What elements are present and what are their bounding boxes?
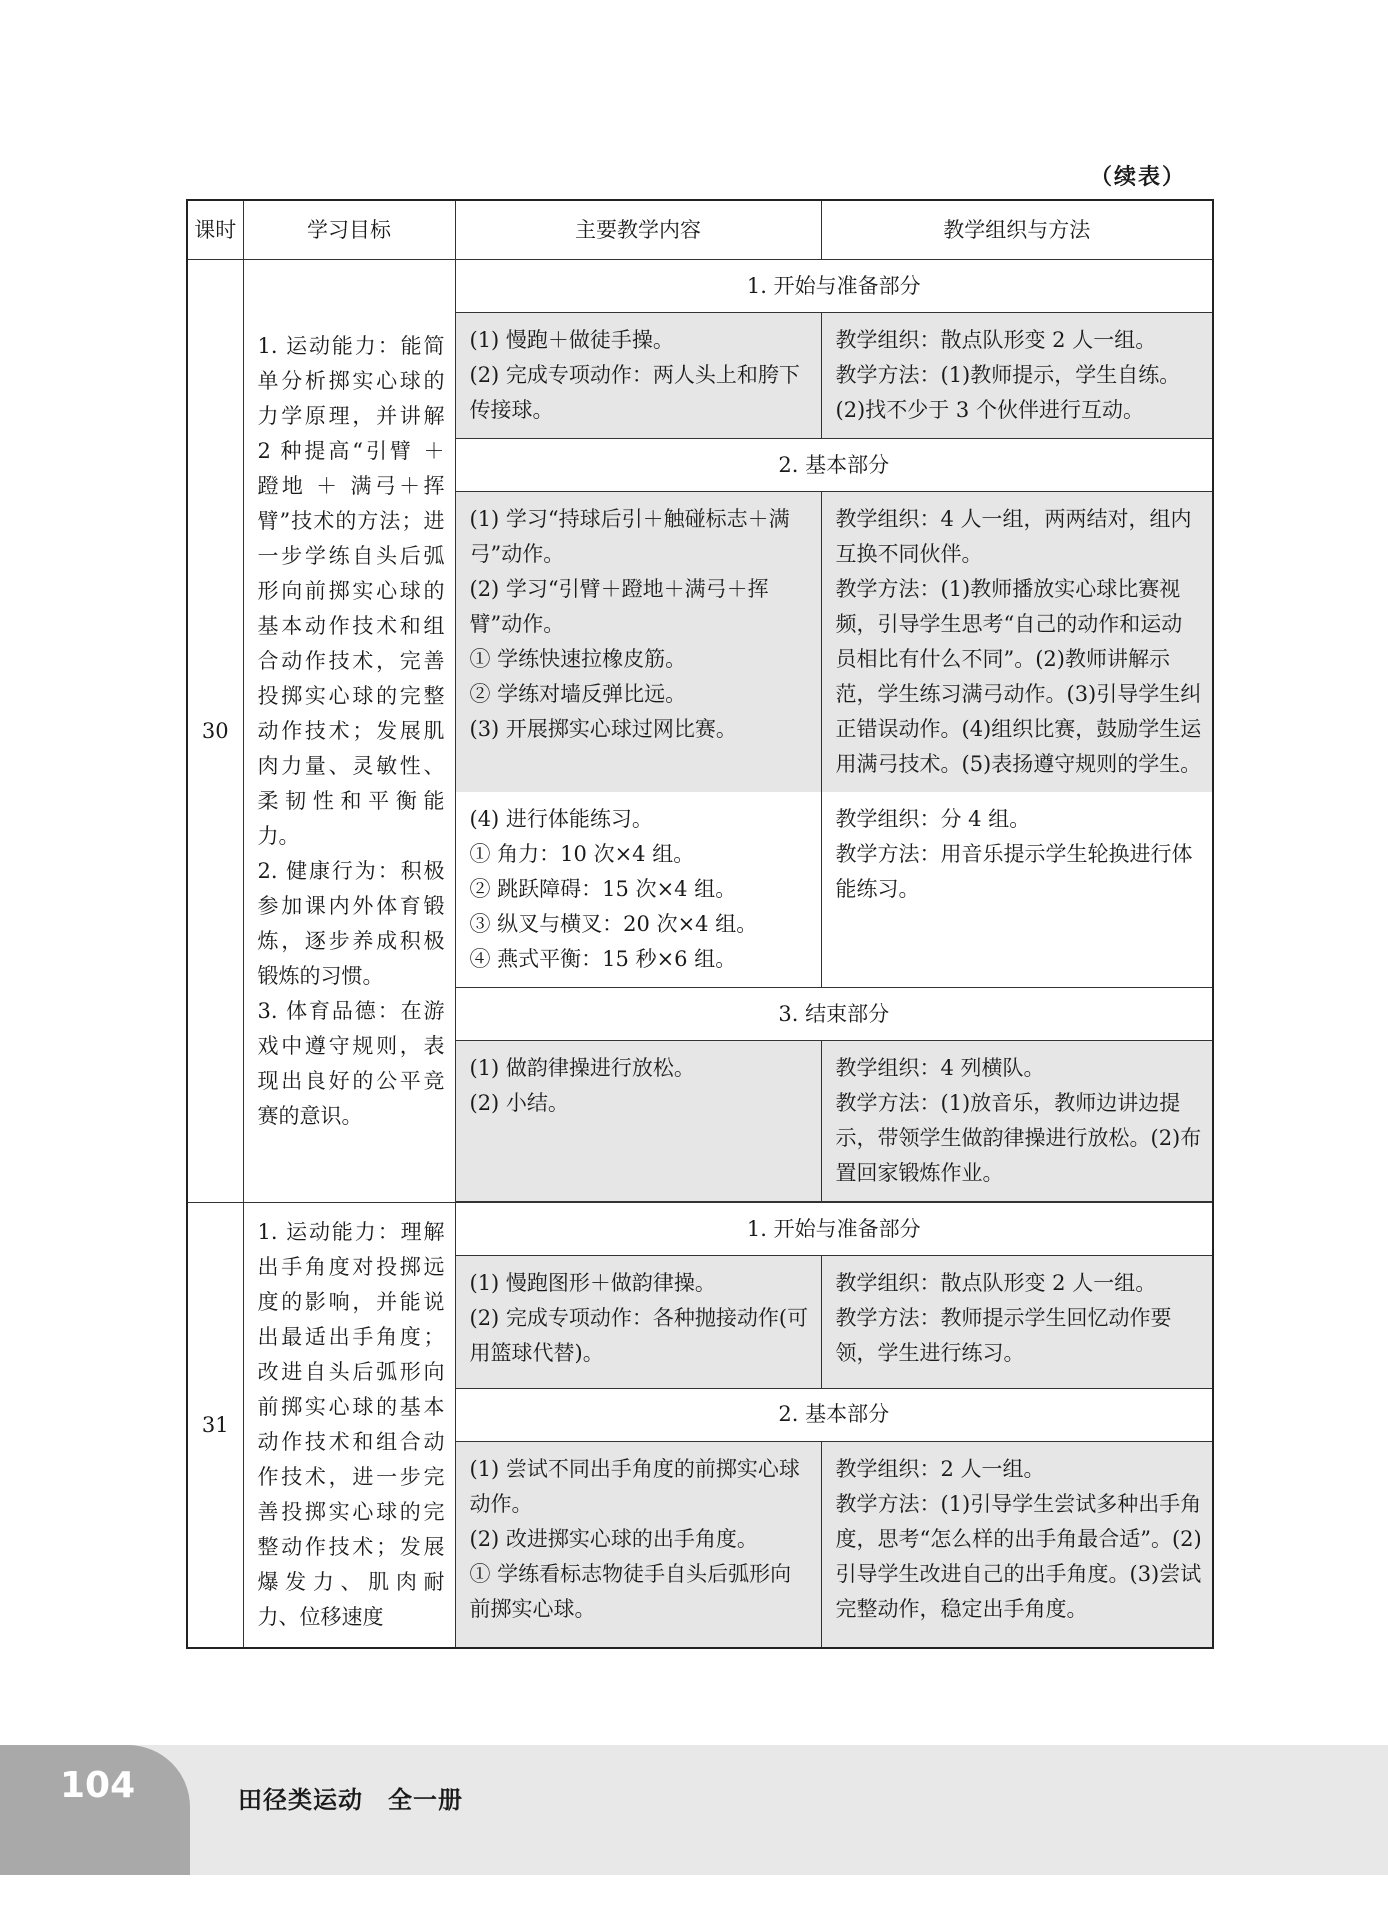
lesson-plan-table xyxy=(186,199,1214,1649)
goal-item: 2. 健康行为：积极参加课内外体育锻炼，逐步养成积极锻炼的习惯。 xyxy=(257,858,445,988)
method-line: 教学方法：(1)放音乐，教师边讲边提示，带领学生做韵律操进行放松。(2)布置回家锻炼作业。 xyxy=(835,1091,1202,1185)
teaching-method xyxy=(821,792,1213,988)
header-goals: 学习目标 xyxy=(243,200,455,260)
goal-item: 1. 运动能力：理解出手角度对投掷远度的影响，并能说出最适出手角度；改进自头后弧形向前掷实心球的基本动作技术和组合动作技术，进一步完善投掷实心球的完整动作技术；发展爆发力、肌肉耐力、位移速度 xyxy=(257,1220,445,1629)
method-line: 教学方法：用音乐提示学生轮换进行体能练习。 xyxy=(835,842,1193,901)
method-line: 教学组织：4 列横队。 xyxy=(835,1056,1045,1080)
footer-bar xyxy=(0,1745,1388,1875)
section-title: 1. 开始与准备部分 xyxy=(455,1203,1213,1256)
content-line: (2) 改进掷实心球的出手角度。 xyxy=(469,1526,758,1551)
method-line: 教学方法：(1)教师播放实心球比赛视频，引导学生思考“自己的动作和运动员相比有什么不同”。(2)教师讲解示范，学生练习满弓动作。(3)引导学生纠正错误动作。(4)组织比赛，鼓励学生运用满弓技术。(5)表扬遵守规则的学生。 xyxy=(835,577,1202,776)
book-title: 田径类运动 全一册 xyxy=(238,1786,463,1814)
content-line: (2) 学习“引臂＋蹬地＋满弓＋挥臂”动作。 xyxy=(469,577,769,636)
content-line: (2) 完成专项动作：各种抛接动作(可用篮球代替)。 xyxy=(469,1306,809,1365)
teaching-content xyxy=(455,1041,821,1202)
lesson-number: 31 xyxy=(187,1203,243,1649)
goal-item: 1. 运动能力：能简单分析掷实心球的力学原理，并讲解 2 种提高“引臂 ＋ 蹬地 ＋ 满弓＋挥臂”技术的方法；进一步学练自头后弧形向前掷实心球的基本动作技术和组合动作技术，完善投掷实心球的完整动作技术；发展肌肉力量、灵敏性、柔韧性和平衡能力。 xyxy=(257,333,445,848)
teaching-method xyxy=(821,1441,1213,1648)
content-line: (2) 小结。 xyxy=(469,1091,569,1115)
teaching-method xyxy=(821,1041,1213,1202)
content-line: (1) 学习“持球后引＋触碰标志＋满弓”动作。 xyxy=(469,507,790,566)
content-line: ① 学练快速拉橡皮筋。 xyxy=(469,647,687,671)
content-line: ① 学练看标志物徒手自头后弧形向前掷实心球。 xyxy=(469,1561,792,1621)
method-line: 教学组织：2 人一组。 xyxy=(835,1456,1045,1481)
method-line: 教学组织：散点队形变 2 人一组。 xyxy=(835,1271,1157,1295)
teaching-content xyxy=(455,1441,821,1648)
content-line: (3) 开展掷实心球过网比赛。 xyxy=(469,717,737,741)
lesson31-sec1-title-row xyxy=(187,1203,1213,1256)
content-line: (1) 尝试不同出手角度的前掷实心球动作。 xyxy=(469,1456,800,1516)
method-line: 教学方法：教师提示学生回忆动作要领，学生进行练习。 xyxy=(835,1306,1172,1365)
section-title: 2. 基本部分 xyxy=(455,1388,1213,1441)
method-line: 教学方法：(1)教师提示，学生自练。(2)找不少于 3 个伙伴进行互动。 xyxy=(835,363,1181,422)
teaching-method xyxy=(821,492,1213,793)
header-period: 课时 xyxy=(187,200,243,260)
content-line: ④ 燕式平衡：15 秒×6 组。 xyxy=(469,947,737,971)
header-content: 主要教学内容 xyxy=(455,200,821,260)
content-line: (1) 慢跑＋做徒手操。 xyxy=(469,328,674,352)
learning-goals xyxy=(243,260,455,1203)
lesson30-sec1-title-row xyxy=(187,260,1213,313)
section-title: 2. 基本部分 xyxy=(455,439,1213,492)
content-line: (2) 完成专项动作：两人头上和胯下传接球。 xyxy=(469,363,800,422)
teaching-content xyxy=(455,1256,821,1389)
teaching-content xyxy=(455,492,821,793)
content-line: (4) 进行体能练习。 xyxy=(469,807,653,831)
method-line: 教学组织：分 4 组。 xyxy=(835,807,1031,831)
method-line: 教学组织：散点队形变 2 人一组。 xyxy=(835,328,1157,352)
method-line: 教学组织：4 人一组，两两结对，组内互换不同伙伴。 xyxy=(835,507,1192,566)
content-line: ② 学练对墙反弹比远。 xyxy=(469,682,687,706)
content-line: (1) 做韵律操进行放松。 xyxy=(469,1056,695,1080)
teaching-content xyxy=(455,792,821,988)
section-title: 3. 结束部分 xyxy=(455,988,1213,1041)
table-header-row xyxy=(187,200,1213,260)
section-title: 1. 开始与准备部分 xyxy=(455,260,1213,313)
content-line: ① 角力：10 次×4 组。 xyxy=(469,842,695,866)
teaching-method xyxy=(821,1256,1213,1389)
content-line: ③ 纵叉与横叉：20 次×4 组。 xyxy=(469,912,758,936)
content-line: ② 跳跃障碍：15 次×4 组。 xyxy=(469,877,737,901)
header-method: 教学组织与方法 xyxy=(821,200,1213,260)
teaching-content xyxy=(455,313,821,439)
learning-goals xyxy=(243,1203,455,1649)
goal-item: 3. 体育品德：在游戏中遵守规则，表现出良好的公平竞赛的意识。 xyxy=(257,998,445,1128)
lesson-number: 30 xyxy=(187,260,243,1203)
continuation-label: （续表） xyxy=(1090,165,1187,190)
content-line: (1) 慢跑图形＋做韵律操。 xyxy=(469,1271,716,1295)
method-line: 教学方法：(1)引导学生尝试多种出手角度，思考“怎么样的出手角最合适”。(2)引导学生改进自己的出手角度。(3)尝试完整动作，稳定出手角度。 xyxy=(835,1491,1202,1621)
page-number: 104 xyxy=(60,1765,136,1806)
teaching-method xyxy=(821,313,1213,439)
